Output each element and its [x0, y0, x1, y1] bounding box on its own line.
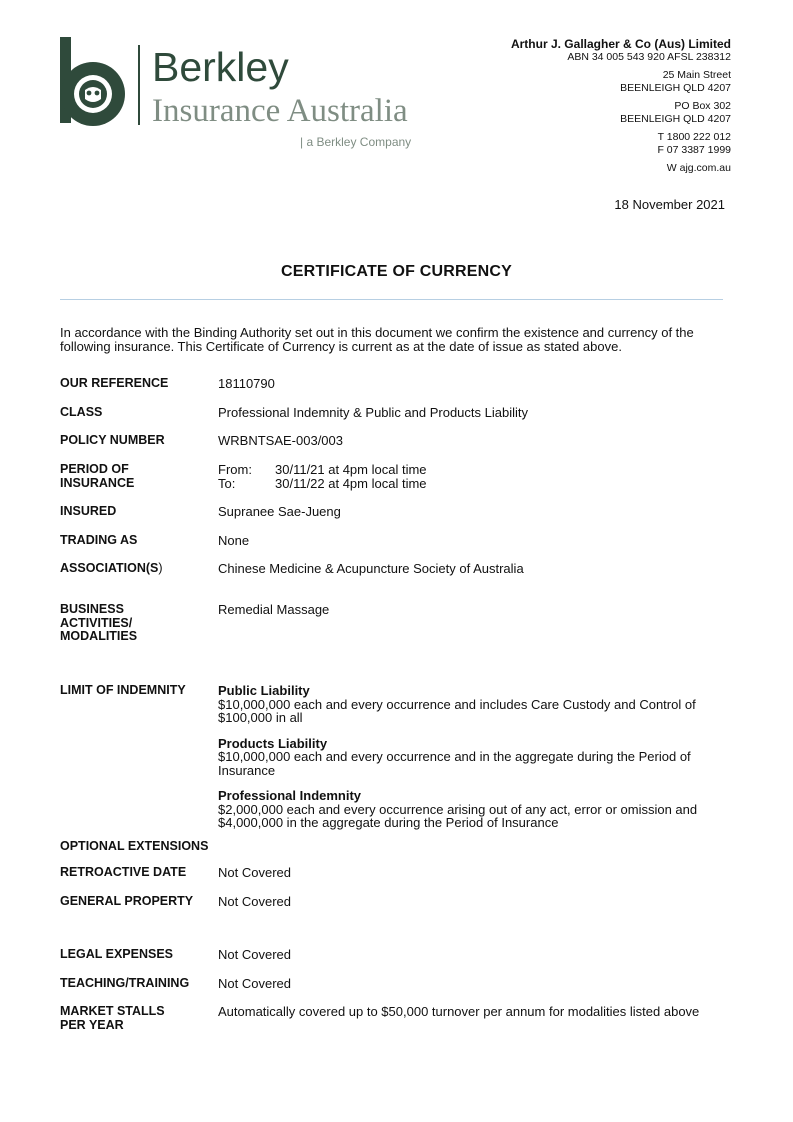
field-label: LEGAL EXPENSES — [60, 947, 173, 961]
label-line: PER YEAR — [60, 1017, 124, 1032]
professional-indemnity-text: $2,000,000 each and every occurrence arising out of any act, error or omission and $4,000,000 in the aggregate during the Period of Insurance — [218, 801, 698, 830]
field-label: POLICY NUMBER — [60, 433, 165, 447]
label-line: ACTIVITIES/ — [60, 615, 133, 630]
field-value: Supranee Sae-Jueng — [218, 504, 341, 519]
public-liability-title: Public Liability — [218, 683, 310, 698]
label-line: PERIOD OF — [60, 462, 129, 476]
field-value: Professional Indemnity & Public and Products Liability — [218, 405, 528, 420]
field-value: 18110790 — [218, 376, 275, 391]
field-value: None — [218, 533, 250, 548]
brand-tagline: | a Berkley Company — [300, 135, 412, 149]
field-value — [218, 463, 718, 490]
field-value: Not Covered — [218, 894, 291, 909]
public-liability-text: $10,000,000 each and every occurrence and includes Care Custody and Control of $100,000 in all — [218, 696, 696, 725]
company-address-block — [511, 37, 731, 175]
label-line: MODALITIES — [60, 629, 138, 643]
page-title: CERTIFICATE OF CURRENCY — [281, 263, 512, 280]
field-value: Remedial Massage — [218, 602, 330, 617]
field-label: GENERAL PROPERTY — [60, 894, 194, 908]
field-value: Chinese Medicine & Acupuncture Society of Australia — [218, 561, 524, 576]
company-po-box: PO Box 302 — [674, 99, 731, 112]
title-divider — [60, 299, 723, 300]
products-liability-block — [218, 737, 718, 778]
field-value: Automatically covered up to $50,000 turnover per annum for modalities listed above — [218, 1004, 700, 1019]
brand-name: Berkley — [152, 44, 289, 90]
period-from-key: From: — [218, 462, 252, 477]
company-name: Arthur J. Gallagher & Co (Aus) Limited — [510, 37, 731, 51]
field-label: LIMIT OF INDEMNITY — [60, 683, 186, 697]
period-to-key: To: — [218, 475, 236, 491]
products-liability-text: $10,000,000 each and every occurrence and in the aggregate during the Period of Insurance — [218, 749, 691, 778]
field-label — [60, 603, 210, 644]
professional-indemnity-title: Professional Indemnity — [218, 788, 362, 803]
brand-logo — [60, 37, 440, 157]
field-value — [218, 684, 718, 842]
field-label — [60, 463, 210, 490]
label-line: INSURANCE — [60, 475, 135, 490]
company-phone: T 1800 222 012 — [657, 130, 731, 143]
public-liability-block — [218, 684, 718, 725]
field-label — [60, 562, 210, 576]
field-label: TRADING AS — [60, 533, 138, 547]
period-from-value: 30/11/21 at 4pm local time — [275, 462, 427, 477]
field-label — [60, 1005, 210, 1032]
company-po-city: BEENLEIGH QLD 4207 — [620, 113, 731, 125]
label-bold: ASSOCIATION(S — [60, 561, 159, 575]
company-web: W ajg.com.au — [666, 161, 731, 174]
field-label: TEACHING/TRAINING — [60, 976, 190, 990]
company-fax: F 07 3387 1999 — [657, 144, 731, 156]
issue-date: 18 November 2021 — [614, 197, 725, 212]
field-label: OPTIONAL EXTENSIONS — [60, 839, 209, 853]
label-tail: ) — [158, 561, 163, 575]
field-value: Not Covered — [218, 976, 291, 991]
field-label: RETROACTIVE DATE — [60, 865, 187, 879]
company-abn: ABN 34 005 543 920 AFSL 238312 — [567, 51, 731, 63]
field-value: Not Covered — [218, 947, 291, 962]
intro-paragraph: In accordance with the Binding Authority set out in this document we confirm the existence and currency of the following insurance. This Certificate of Currency is current as at the date of issue as stated above. — [60, 325, 694, 354]
field-value: Not Covered — [218, 865, 291, 880]
label-line: BUSINESS — [60, 602, 124, 616]
owl-letter-b-logo-icon — [60, 37, 440, 152]
brand-subname: Insurance Australia — [152, 93, 408, 129]
company-street-city: BEENLEIGH QLD 4207 — [620, 82, 731, 94]
field-label: CLASS — [60, 405, 103, 419]
professional-indemnity-block — [218, 789, 718, 830]
label-line: MARKET STALLS — [60, 1004, 165, 1018]
period-to-value: 30/11/22 at 4pm local time — [275, 475, 427, 491]
field-label: OUR REFERENCE — [60, 376, 169, 390]
company-street: 25 Main Street — [662, 68, 731, 81]
products-liability-title: Products Liability — [218, 735, 328, 751]
field-label: INSURED — [60, 504, 117, 518]
field-value: WRBNTSAE-003/003 — [218, 433, 343, 448]
